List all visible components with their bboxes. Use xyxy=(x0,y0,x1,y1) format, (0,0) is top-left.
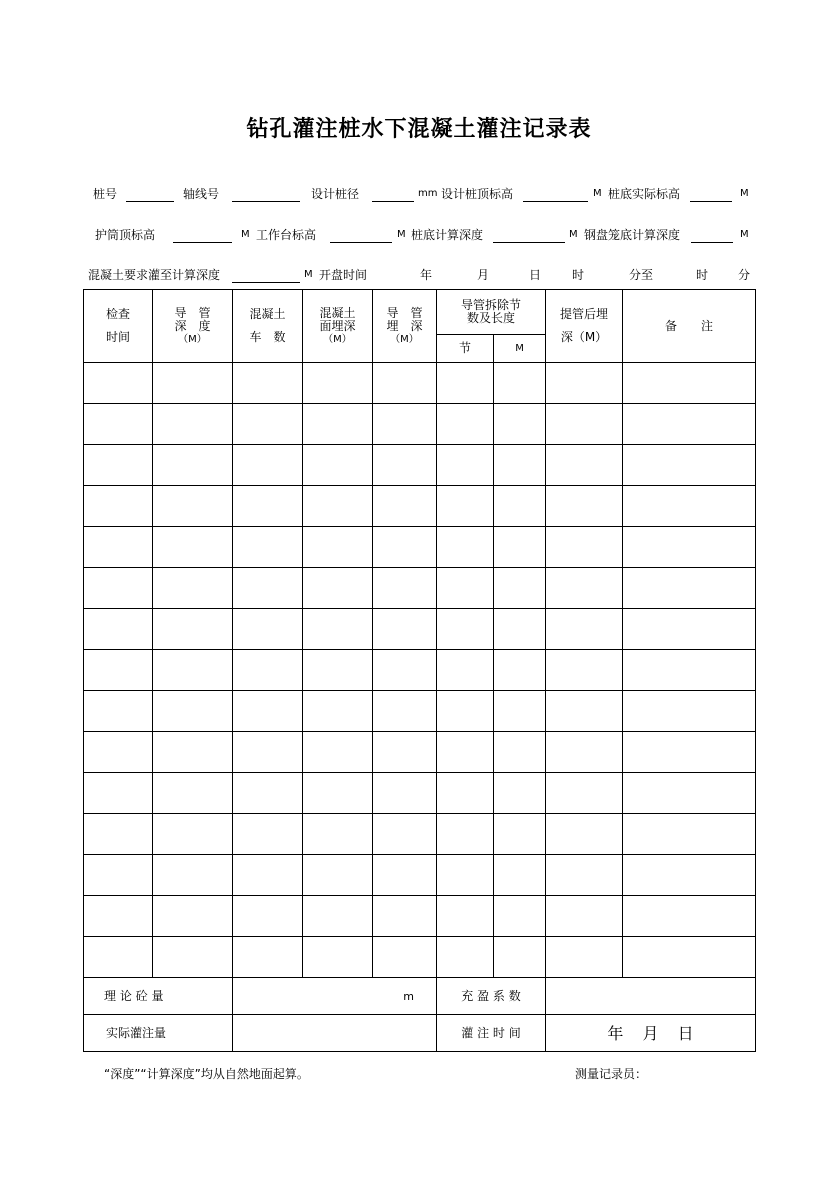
header-text: 混凝土 xyxy=(319,305,356,320)
header-remarks: 备 注 xyxy=(623,290,756,363)
cell-removal-length[interactable] xyxy=(494,814,546,855)
summary-label: 灌 注 时 间 xyxy=(437,1015,546,1052)
cell-removal-length[interactable] xyxy=(494,773,546,814)
cell-truck-count[interactable] xyxy=(233,363,303,404)
cell-after-lift-depth[interactable] xyxy=(546,732,623,773)
pour-date-field[interactable] xyxy=(546,1015,756,1052)
cell-surface-depth[interactable] xyxy=(303,855,373,896)
cell-after-lift-depth[interactable] xyxy=(546,568,623,609)
cell-removal-length[interactable] xyxy=(494,650,546,691)
table-row xyxy=(84,732,756,773)
cell-embed-depth[interactable] xyxy=(373,773,437,814)
header-text: 深（M） xyxy=(560,330,608,344)
table-row xyxy=(84,445,756,486)
date-month: 月 xyxy=(642,1023,659,1043)
m-unit: M xyxy=(740,229,749,240)
cell-remarks[interactable] xyxy=(623,486,756,527)
cell-removal-length[interactable] xyxy=(494,363,546,404)
cell-pipe-depth[interactable] xyxy=(153,363,233,404)
cell-removal-length[interactable] xyxy=(494,609,546,650)
cell-embed-depth[interactable] xyxy=(373,650,437,691)
table-row xyxy=(84,691,756,732)
cell-surface-depth[interactable] xyxy=(303,650,373,691)
header-text: 面埋深 xyxy=(319,318,356,333)
header-truck-count xyxy=(233,290,303,363)
cell-embed-depth[interactable] xyxy=(373,404,437,445)
cell-after-lift-depth[interactable] xyxy=(546,650,623,691)
cell-remarks[interactable] xyxy=(623,527,756,568)
header-text: 数及长度 xyxy=(467,311,516,325)
bottom-calc-depth-field[interactable] xyxy=(493,242,565,243)
recorder-label: 测量记录员： xyxy=(575,1067,648,1081)
cell-removal-sections[interactable] xyxy=(437,486,494,527)
year-label: 年 xyxy=(420,268,433,282)
header-text: 深 度 xyxy=(174,318,211,333)
concrete-required-depth-field[interactable] xyxy=(232,282,300,283)
cell-remarks[interactable] xyxy=(623,691,756,732)
cell-removal-sections[interactable] xyxy=(437,650,494,691)
cell-embed-depth[interactable] xyxy=(373,486,437,527)
cell-check-time[interactable] xyxy=(84,855,153,896)
header-text: （M） xyxy=(178,333,207,345)
cell-surface-depth[interactable] xyxy=(303,486,373,527)
header-pipe-depth xyxy=(153,290,233,363)
summary-label-text: 理 论 砼 量 xyxy=(104,988,164,1003)
cell-removal-sections[interactable] xyxy=(437,568,494,609)
cell-after-lift-depth[interactable] xyxy=(546,363,623,404)
cell-after-lift-depth[interactable] xyxy=(546,814,623,855)
cell-truck-count[interactable] xyxy=(233,814,303,855)
table-row xyxy=(84,773,756,814)
cell-embed-depth[interactable] xyxy=(373,937,437,978)
cell-embed-depth[interactable] xyxy=(373,363,437,404)
cell-removal-sections[interactable] xyxy=(437,896,494,937)
cell-truck-count[interactable] xyxy=(233,609,303,650)
cell-remarks[interactable] xyxy=(623,896,756,937)
cell-check-time[interactable] xyxy=(84,527,153,568)
axis-no-field[interactable] xyxy=(232,201,300,202)
page-title: 钻孔灌注桩水下混凝土灌注记录表 xyxy=(246,117,592,142)
cell-check-time[interactable] xyxy=(84,445,153,486)
cell-removal-sections[interactable] xyxy=(437,527,494,568)
header-text: 混凝土 xyxy=(249,307,286,321)
pile-no-label: 桩号 xyxy=(93,187,118,201)
cell-embed-depth[interactable] xyxy=(373,814,437,855)
header-text: 检查 xyxy=(105,307,130,321)
cell-after-lift-depth[interactable] xyxy=(546,937,623,978)
casing-top-elev-field[interactable] xyxy=(173,242,232,243)
summary-label: 实际灌注量 xyxy=(84,1015,233,1052)
cell-remarks[interactable] xyxy=(623,609,756,650)
header-text: 导管拆除节 xyxy=(461,298,522,312)
header-text: 导 管 xyxy=(386,305,423,320)
cell-pipe-depth[interactable] xyxy=(153,486,233,527)
cell-after-lift-depth[interactable] xyxy=(546,691,623,732)
table-row xyxy=(84,363,756,404)
m-unit: M xyxy=(740,188,749,199)
cell-after-lift-depth[interactable] xyxy=(546,445,623,486)
cell-removal-sections[interactable] xyxy=(437,855,494,896)
cell-removal-length[interactable] xyxy=(494,568,546,609)
footer-note: “深度”“计算深度”均从自然地面起算。 xyxy=(104,1067,309,1081)
cell-removal-sections[interactable] xyxy=(437,732,494,773)
cell-truck-count[interactable] xyxy=(233,773,303,814)
cell-removal-sections[interactable] xyxy=(437,609,494,650)
cell-surface-depth[interactable] xyxy=(303,773,373,814)
cell-removal-sections[interactable] xyxy=(437,814,494,855)
cell-embed-depth[interactable] xyxy=(373,896,437,937)
cell-after-lift-depth[interactable] xyxy=(546,527,623,568)
cell-check-time[interactable] xyxy=(84,404,153,445)
cell-surface-depth[interactable] xyxy=(303,732,373,773)
cell-surface-depth[interactable] xyxy=(303,527,373,568)
cell-removal-length[interactable] xyxy=(494,691,546,732)
cell-truck-count[interactable] xyxy=(233,896,303,937)
cell-truck-count[interactable] xyxy=(233,650,303,691)
cell-embed-depth[interactable] xyxy=(373,609,437,650)
month-label: 月 xyxy=(477,268,490,282)
cell-pipe-depth[interactable] xyxy=(153,896,233,937)
cell-check-time[interactable] xyxy=(84,486,153,527)
cell-truck-count[interactable] xyxy=(233,691,303,732)
cell-pipe-depth[interactable] xyxy=(153,773,233,814)
cell-after-lift-depth[interactable] xyxy=(546,609,623,650)
cell-removal-length[interactable] xyxy=(494,732,546,773)
cell-removal-sections[interactable] xyxy=(437,404,494,445)
cell-surface-depth[interactable] xyxy=(303,937,373,978)
header-text: 时间 xyxy=(105,330,130,344)
cell-embed-depth[interactable] xyxy=(373,691,437,732)
table-row xyxy=(84,609,756,650)
header-text: 导 管 xyxy=(174,305,211,320)
cell-removal-sections[interactable] xyxy=(437,691,494,732)
cell-surface-depth[interactable] xyxy=(303,609,373,650)
cell-removal-sections[interactable] xyxy=(437,363,494,404)
cell-surface-depth[interactable] xyxy=(303,568,373,609)
hour-label: 时 xyxy=(696,268,709,282)
table-row xyxy=(84,814,756,855)
theoretical-volume-field[interactable] xyxy=(233,978,437,1015)
table-row xyxy=(84,937,756,978)
cell-removal-length[interactable] xyxy=(494,937,546,978)
cell-remarks[interactable] xyxy=(623,814,756,855)
cell-check-time[interactable] xyxy=(84,609,153,650)
table-row xyxy=(84,896,756,937)
cell-truck-count[interactable] xyxy=(233,568,303,609)
bottom-calc-depth-label: 桩底计算深度 xyxy=(411,228,484,242)
cell-check-time[interactable] xyxy=(84,773,153,814)
cell-pipe-depth[interactable] xyxy=(153,445,233,486)
cell-surface-depth[interactable] xyxy=(303,445,373,486)
cell-pipe-depth[interactable] xyxy=(153,691,233,732)
cell-truck-count[interactable] xyxy=(233,404,303,445)
table-row xyxy=(84,486,756,527)
m-unit: M xyxy=(304,269,313,280)
summary-label: 充 盈 系 数 xyxy=(437,978,546,1015)
header-text: 提管后埋 xyxy=(560,307,609,321)
cell-removal-sections[interactable] xyxy=(437,773,494,814)
cell-surface-depth[interactable] xyxy=(303,896,373,937)
cell-truck-count[interactable] xyxy=(233,855,303,896)
cell-removal-sections[interactable] xyxy=(437,937,494,978)
cell-removal-length[interactable] xyxy=(494,855,546,896)
cell-after-lift-depth[interactable] xyxy=(546,773,623,814)
cell-removal-length[interactable] xyxy=(494,445,546,486)
m-unit: m xyxy=(403,989,414,1003)
cell-check-time[interactable] xyxy=(84,568,153,609)
record-table xyxy=(83,289,756,1052)
cell-remarks[interactable] xyxy=(623,363,756,404)
cell-check-time[interactable] xyxy=(84,691,153,732)
header-text: 埋 深 xyxy=(386,318,423,333)
summary-label xyxy=(84,978,233,1015)
summary-row-theoretical xyxy=(84,978,756,1015)
design-diameter-field[interactable] xyxy=(372,201,414,202)
design-diameter-label: 设计桩径 xyxy=(311,187,360,201)
cell-pipe-depth[interactable] xyxy=(153,937,233,978)
actual-bottom-elev-label: 桩底实际标高 xyxy=(608,187,681,201)
cell-remarks[interactable] xyxy=(623,773,756,814)
cell-embed-depth[interactable] xyxy=(373,568,437,609)
mm-unit: mm xyxy=(418,188,438,199)
design-top-elev-label: 设计桩顶标高 xyxy=(441,187,514,201)
cell-embed-depth[interactable] xyxy=(373,732,437,773)
actual-volume-field[interactable] xyxy=(233,1015,437,1052)
table-row xyxy=(84,855,756,896)
cell-check-time[interactable] xyxy=(84,937,153,978)
header-sections: 节 xyxy=(437,335,494,363)
casing-top-elev-label: 护筒顶标高 xyxy=(95,228,156,242)
header-pipe-removal xyxy=(437,290,546,335)
header-after-lift-depth xyxy=(546,290,623,363)
cell-after-lift-depth[interactable] xyxy=(546,486,623,527)
date-year: 年 xyxy=(607,1023,624,1043)
date-day: 日 xyxy=(677,1023,694,1043)
cell-pipe-depth[interactable] xyxy=(153,814,233,855)
header-check-time xyxy=(84,290,153,363)
cell-pipe-depth[interactable] xyxy=(153,609,233,650)
cell-remarks[interactable] xyxy=(623,445,756,486)
cell-pipe-depth[interactable] xyxy=(153,855,233,896)
concrete-required-depth-label: 混凝土要求灌至计算深度 xyxy=(88,268,221,282)
cell-check-time[interactable] xyxy=(84,732,153,773)
cell-remarks[interactable] xyxy=(623,937,756,978)
minute-to-label: 分至 xyxy=(629,268,654,282)
cell-remarks[interactable] xyxy=(623,855,756,896)
actual-bottom-elev-field[interactable] xyxy=(690,201,732,202)
cell-truck-count[interactable] xyxy=(233,486,303,527)
cell-after-lift-depth[interactable] xyxy=(546,855,623,896)
cell-pipe-depth[interactable] xyxy=(153,650,233,691)
cell-embed-depth[interactable] xyxy=(373,445,437,486)
pile-no-field[interactable] xyxy=(126,201,174,202)
platform-elev-field[interactable] xyxy=(330,242,392,243)
summary-row-actual xyxy=(84,1015,756,1052)
cell-truck-count[interactable] xyxy=(233,732,303,773)
fill-coefficient-field[interactable] xyxy=(546,978,756,1015)
header-text: （M） xyxy=(323,333,352,345)
table-row xyxy=(84,568,756,609)
cell-check-time[interactable] xyxy=(84,363,153,404)
cell-pipe-depth[interactable] xyxy=(153,404,233,445)
m-unit: M xyxy=(593,188,602,199)
cell-pipe-depth[interactable] xyxy=(153,527,233,568)
cage-bottom-calc-depth-field[interactable] xyxy=(691,242,733,243)
cell-removal-sections[interactable] xyxy=(437,445,494,486)
day-label: 日 xyxy=(529,268,542,282)
cell-pipe-depth[interactable] xyxy=(153,732,233,773)
cell-removal-length[interactable] xyxy=(494,486,546,527)
design-top-elev-field[interactable] xyxy=(523,201,588,202)
cell-check-time[interactable] xyxy=(84,896,153,937)
cell-remarks[interactable] xyxy=(623,650,756,691)
m-unit: M xyxy=(569,229,578,240)
header-surface-depth xyxy=(303,290,373,363)
cell-removal-length[interactable] xyxy=(494,896,546,937)
m-unit: M xyxy=(241,229,250,240)
cell-surface-depth[interactable] xyxy=(303,363,373,404)
header-length-m: M xyxy=(494,335,546,363)
cell-pipe-depth[interactable] xyxy=(153,568,233,609)
cell-removal-length[interactable] xyxy=(494,404,546,445)
minute-label: 分 xyxy=(738,268,751,282)
cell-surface-depth[interactable] xyxy=(303,691,373,732)
cell-remarks[interactable] xyxy=(623,732,756,773)
header-embed-depth xyxy=(373,290,437,363)
hour-label: 时 xyxy=(572,268,585,282)
m-unit: M xyxy=(397,229,406,240)
cell-truck-count[interactable] xyxy=(233,937,303,978)
table-row xyxy=(84,650,756,691)
cell-surface-depth[interactable] xyxy=(303,814,373,855)
header-text: 车 数 xyxy=(249,330,286,344)
cell-check-time[interactable] xyxy=(84,814,153,855)
cage-bottom-calc-depth-label: 钢盘笼底计算深度 xyxy=(584,228,681,242)
cell-truck-count[interactable] xyxy=(233,445,303,486)
table-row xyxy=(84,527,756,568)
cell-remarks[interactable] xyxy=(623,404,756,445)
cell-embed-depth[interactable] xyxy=(373,855,437,896)
cell-removal-length[interactable] xyxy=(494,527,546,568)
cell-truck-count[interactable] xyxy=(233,527,303,568)
cell-check-time[interactable] xyxy=(84,650,153,691)
cell-remarks[interactable] xyxy=(623,568,756,609)
cell-embed-depth[interactable] xyxy=(373,527,437,568)
table-row xyxy=(84,404,756,445)
header-row xyxy=(84,290,756,335)
cell-surface-depth[interactable] xyxy=(303,404,373,445)
cell-after-lift-depth[interactable] xyxy=(546,896,623,937)
platform-elev-label: 工作台标高 xyxy=(256,228,317,242)
axis-no-label: 轴线号 xyxy=(183,187,220,201)
cell-after-lift-depth[interactable] xyxy=(546,404,623,445)
start-time-label: 开盘时间 xyxy=(319,268,368,282)
header-text: （M） xyxy=(390,333,419,345)
